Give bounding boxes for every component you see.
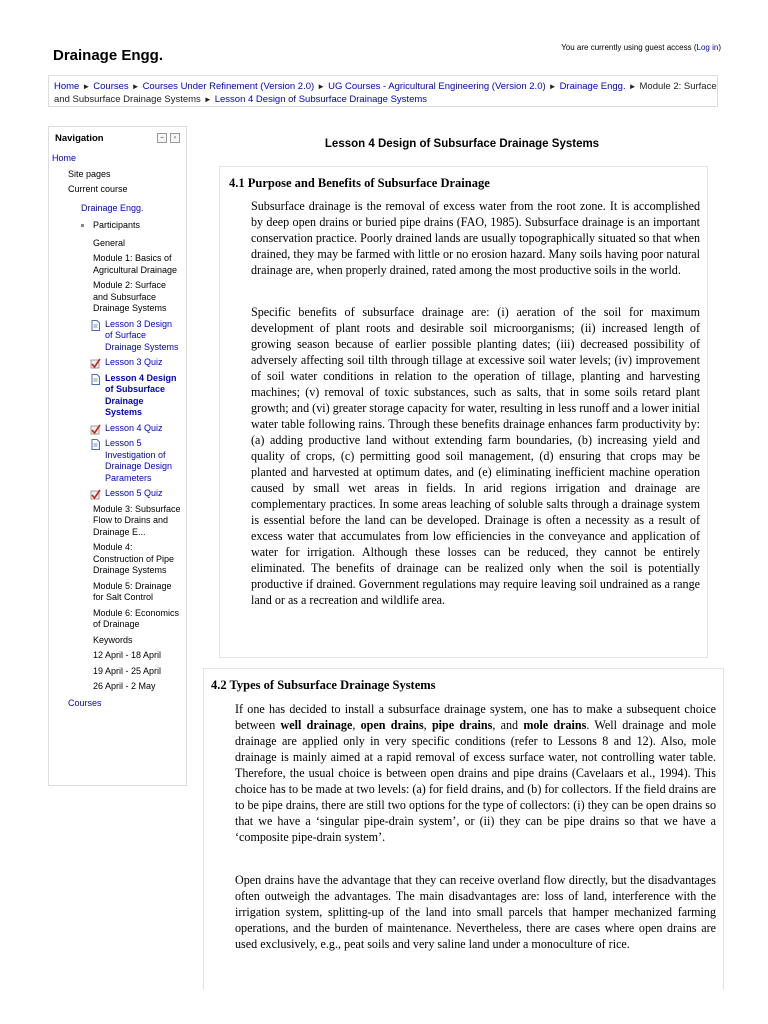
page-icon	[90, 374, 101, 385]
nav-lesson-5[interactable]	[49, 438, 186, 484]
site-title: Drainage Engg.	[53, 47, 164, 64]
bold-term: pipe drains	[431, 718, 493, 732]
bullet-icon	[81, 224, 84, 227]
text-run: ,	[423, 718, 432, 732]
nav-lesson-4[interactable]	[49, 373, 186, 419]
login-prefix: You are currently using guest access (	[561, 43, 697, 52]
nav-section-label: Module 1: Basics of Agricultural Drainage	[93, 253, 178, 275]
nav-section-label: 26 April - 2 May	[93, 681, 156, 691]
bold-term: open drains	[360, 718, 424, 732]
nav-module-1[interactable]	[49, 253, 186, 276]
breadcrumb-separator: ►	[317, 82, 326, 91]
bold-term: well drainage	[280, 718, 353, 732]
text-run: . Well drainage and mole drainage are applied only in very specific conditions (refer to Lessons 8 and 12). Also, mole drainage is mainly aimed at a rapid removal of excess surface water, not controlling water table. Therefore, the usual choice is between open drains and pipe drains (Cavelaars et al., 1994). This choice has to be made at two levels: (a) for field drains, and (b) for collectors. If the field drains are to be pipe drains, there are still two options for the type of collectors: (i) they can be open drains so that we have a ‘singular pipe-drain system’, or (ii) they can be pipe drains so that we have a ‘composite pipe-drain system’.	[235, 718, 716, 844]
breadcrumb-separator: ►	[628, 82, 637, 91]
nav-lesson-3[interactable]	[49, 319, 186, 354]
quiz-icon	[90, 489, 101, 500]
nav-lesson-3-quiz[interactable]	[49, 357, 186, 369]
nav-section-label: 19 April - 25 April	[93, 665, 162, 676]
navigation-title: Navigation	[55, 133, 104, 144]
nav-week-3[interactable]	[49, 681, 186, 693]
section-heading: 4.1 Purpose and Benefits of Subsurface Drainage	[229, 176, 490, 190]
nav-module-6[interactable]	[49, 608, 186, 631]
nav-resource-label: Lesson 3 Quiz	[105, 357, 163, 367]
lesson-title: Lesson 4 Design of Subsurface Drainage Systems	[324, 138, 600, 150]
paragraph: Open drains have the advantage that they can receive overland flow directly, but the disadvantages often outweigh the advantages. The main disadvantages are: loss of land, interference with the irrigation system, splitting-up of the land into small parcels that hamper mechanized farming operations, and the burden of maintenance. Nevertheless, there are cases where open drains are used exclusively, e.g., peat soils and very saline land under a monoculture of rice.	[235, 873, 716, 951]
nav-lesson-5-quiz[interactable]	[49, 488, 186, 500]
nav-week-1[interactable]	[49, 650, 186, 662]
nav-participants[interactable]	[49, 220, 186, 232]
breadcrumb	[48, 75, 718, 107]
nav-resource-label: Lesson 5 Investigation of Drainage Design Parameters	[105, 438, 173, 483]
page-icon	[90, 439, 101, 450]
section-types-of-drainage	[203, 668, 724, 990]
nav-resource-label: Lesson 4 Design of Subsurface Drainage Systems	[105, 372, 177, 417]
nav-current-course[interactable]: Current course	[68, 184, 128, 194]
nav-keywords[interactable]	[49, 635, 186, 647]
breadcrumb-drainage-engg[interactable]: Drainage Engg.	[559, 81, 626, 92]
nav-resource-label: Lesson 5 Quiz	[105, 488, 163, 498]
navigation-tree	[49, 153, 186, 709]
nav-home[interactable]: Home	[52, 153, 77, 163]
nav-courses[interactable]: Courses	[68, 697, 102, 708]
breadcrumb-module-2: Module 2: Surface and Subsurface Drainage Systems	[54, 81, 717, 105]
bold-term: mole drains	[523, 718, 587, 732]
nav-resource-label: Lesson 3 Design of Surface Drainage Systems	[105, 318, 179, 352]
nav-week-2[interactable]	[49, 666, 186, 678]
nav-course-drainage-engg[interactable]: Drainage Engg.	[81, 202, 144, 213]
breadcrumb-separator: ►	[131, 82, 140, 91]
nav-section-label: General	[93, 237, 126, 248]
breadcrumb-separator: ►	[548, 82, 557, 91]
breadcrumb-home[interactable]: Home	[54, 81, 80, 92]
breadcrumb-lesson-4[interactable]: Lesson 4 Design of Subsurface Drainage Systems	[214, 94, 428, 105]
nav-section-label: 12 April - 18 April	[93, 650, 162, 660]
nav-module-4[interactable]	[49, 542, 186, 577]
nav-participants-label: Participants	[93, 220, 141, 230]
breadcrumb-ug-courses[interactable]: UG Courses - Agricultural Engineering (Version 2.0)	[328, 81, 546, 92]
collapse-icon[interactable]: –	[157, 133, 167, 143]
nav-section-label: Keywords	[93, 634, 133, 645]
quiz-icon	[90, 424, 101, 435]
text-run: , and	[492, 718, 524, 732]
paragraph: Specific benefits of subsurface drainage are: (i) aeration of the soil for maximum development of plant roots and desirable soil microorganisms; (ii) increased length of growing season because of earlier possible planting dates; (iii) decreased possibility of adversely affecting soil tilth through tillage at excessive soil water levels; (iv) improvement of soil water conditions in relation to the operation of tillage, planting and harvesting machines; (v) removal of toxic substances, such as salts, that in some soils retard plant growth; and (vi) greater storage capacity for water, resulting in less runoff and a lower initial water table following rains. Through these benefits drainage enhances farm productivity by: (a) adding productive land without extending farm boundaries, (b) increasing yield and quality of crops, (c) permitting good soil management, (d) ensuring that crops may be planted and harvested at optimum dates, and (e) eliminating inefficient machine operation caused by small wet areas in fields. In arid regions irrigation and drainage are complementary practices. In some areas leaching of soluble salts through a drainage system is essential before the land can be developed. Drainage is often a necessity as a result of excess water that accumulates from low efficiencies in the conveyance and application of water for irrigation. Although these losses can be reduced, they cannot be entirely eliminated. The benefits of drainage can be realized only when the soil is potentially productive if drained. Government regulations may require leaving soil undrained as a range land or as a recreation and wildlife area.	[251, 305, 700, 607]
nav-section-label: Module 5: Drainage for Salt Control	[93, 580, 172, 602]
paragraph: Subsurface drainage is the removal of excess water from the root zone. It is accomplished by deep open drains or buried pipe drains (FAO, 1985). Subsurface drainage is an important conservation practice. Poorly drained lands are usually topographically situated so that when drained, they may be farmed with little or no erosion hazard. Many soils having poor natural drainage are, when properly drained, rated among the most productive soils in the world.	[251, 199, 700, 277]
breadcrumb-separator: ►	[82, 82, 91, 91]
navigation-header	[49, 127, 186, 149]
nav-module-2[interactable]	[49, 280, 186, 315]
breadcrumb-courses-under-refinement[interactable]: Courses Under Refinement (Version 2.0)	[142, 81, 315, 92]
nav-site-pages[interactable]: Site pages	[68, 168, 111, 179]
breadcrumb-separator: ►	[203, 95, 212, 104]
nav-section-label: Module 6: Economics of Drainage	[93, 607, 180, 629]
nav-resource-label: Lesson 4 Quiz	[105, 422, 163, 433]
login-info	[561, 43, 721, 52]
page-icon	[90, 320, 101, 331]
nav-section-label: Module 4: Construction of Pipe Drainage Systems	[93, 542, 175, 575]
login-suffix: )	[718, 43, 721, 52]
section-purpose-benefits	[219, 166, 708, 658]
nav-section-label: Module 2: Surface and Subsurface Drainage Systems	[93, 280, 167, 313]
dock-icon[interactable]: ‹	[170, 133, 180, 143]
nav-lesson-4-quiz[interactable]	[49, 423, 186, 435]
quiz-icon	[90, 358, 101, 369]
text-run: ,	[352, 718, 361, 732]
paragraph	[235, 701, 716, 845]
breadcrumb-courses[interactable]: Courses	[93, 81, 129, 92]
nav-module-3[interactable]	[49, 504, 186, 539]
nav-section-general[interactable]	[49, 238, 186, 250]
nav-section-label: Module 3: Subsurface Flow to Drains and Drainage E...	[93, 503, 181, 537]
login-link[interactable]: Log in	[696, 43, 719, 52]
navigation-block	[48, 126, 187, 786]
text-run: If one has decided to install a subsurface drainage system, one has to make a subsequent choice between	[235, 702, 716, 732]
nav-module-5[interactable]	[49, 581, 186, 604]
section-heading: 4.2 Types of Subsurface Drainage Systems	[211, 678, 436, 692]
